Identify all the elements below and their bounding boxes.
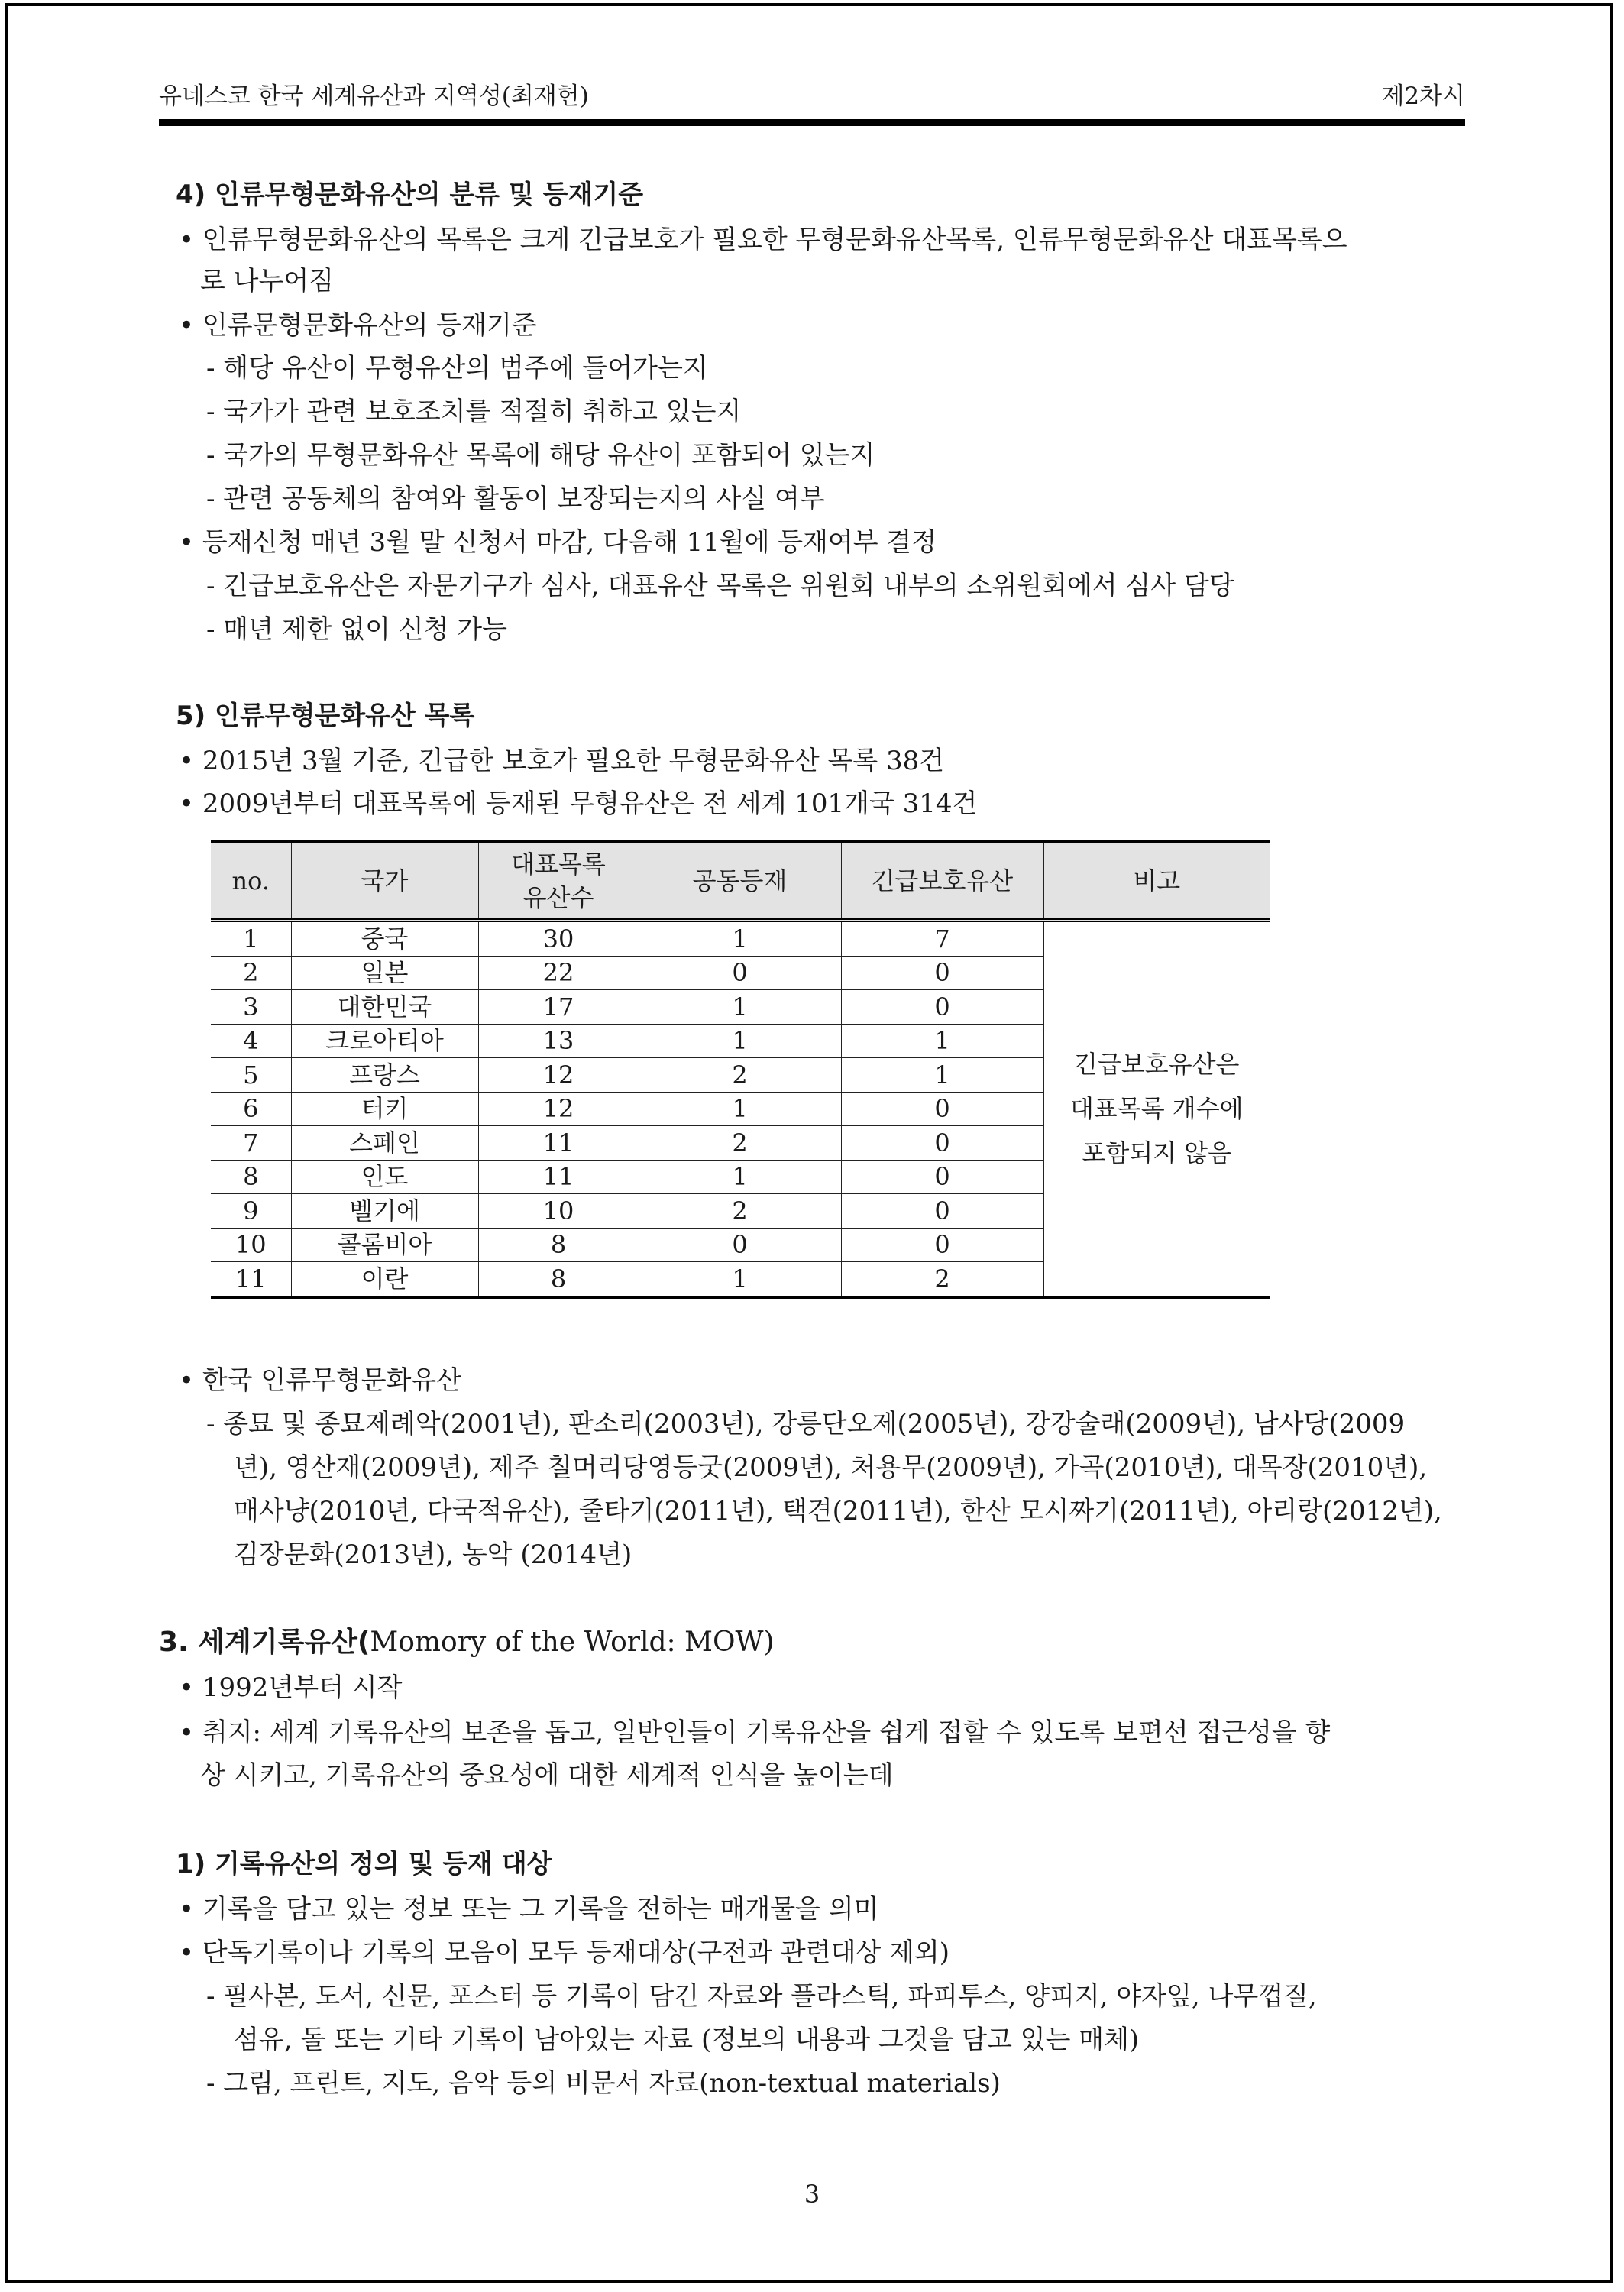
cell-urgent: 2 — [841, 1262, 1043, 1297]
col-header-rep-count — [478, 842, 639, 921]
header-session: 제2차시 — [1381, 83, 1465, 110]
cell-country: 콜롬비아 — [291, 1228, 478, 1262]
table-header-row — [211, 842, 1270, 921]
col-header-urgent: 긴급보호유산 — [841, 842, 1043, 921]
cell-joint: 2 — [639, 1058, 841, 1093]
header-title: 유네스코 한국 세계유산과 지역성(최재헌) — [159, 83, 589, 110]
cell-no: 1 — [211, 921, 291, 957]
cell-urgent: 0 — [841, 1228, 1043, 1262]
cell-country: 중국 — [291, 921, 478, 957]
cell-country: 터키 — [291, 1092, 478, 1126]
cell-joint: 1 — [639, 990, 841, 1025]
page-header — [159, 76, 1465, 122]
cell-rep: 30 — [478, 921, 639, 957]
cell-urgent: 7 — [841, 921, 1043, 957]
criterion-2: - 국가가 관련 보호조치를 적절히 취하고 있는지 — [206, 397, 742, 427]
cell-joint: 1 — [639, 1024, 841, 1058]
korea-list-line-4: 김장문화(2013년), 농악 (2014년) — [234, 1539, 632, 1570]
cell-urgent: 1 — [841, 1024, 1043, 1058]
section-4-bullet-1-line-1: • 인류무형문화유산의 목록은 크게 긴급보호가 필요한 무형문화유산목록, 인류무형문화유산 대표목록으 — [179, 225, 1347, 255]
section-3-bullet-2-line-2: 상 시키고, 기록유산의 중요성에 대한 세계적 인식을 높이는데 — [200, 1760, 894, 1791]
cell-no: 6 — [211, 1092, 291, 1126]
section-3-1-detail-2: - 그림, 프린트, 지도, 음악 등의 비문서 자료(non-textual materials) — [206, 2068, 1001, 2099]
cell-country: 프랑스 — [291, 1058, 478, 1093]
cell-rep: 8 — [478, 1228, 639, 1262]
cell-country: 대한민국 — [291, 990, 478, 1025]
cell-no: 5 — [211, 1058, 291, 1093]
cell-rep: 13 — [478, 1024, 639, 1058]
cell-joint: 2 — [639, 1194, 841, 1229]
header-rule — [159, 119, 1465, 126]
col-header-note: 비고 — [1043, 842, 1270, 921]
cell-no: 11 — [211, 1262, 291, 1297]
section-5-heading: 5) 인류무형문화유산 목록 — [176, 701, 475, 731]
section-4-bullet-1-line-2: 로 나누어짐 — [200, 266, 335, 296]
section-3-heading-bold: 3. 세계기록유산( — [159, 1627, 370, 1658]
cell-urgent: 0 — [841, 1160, 1043, 1194]
cell-no: 4 — [211, 1024, 291, 1058]
remark-line-2: 대표목록 개수에 — [1069, 1094, 1244, 1124]
col-header-country: 국가 — [291, 842, 478, 921]
cell-joint: 1 — [639, 1262, 841, 1297]
section-5-bullet-2: • 2009년부터 대표목록에 등재된 무형유산은 전 세계 101개국 314건 — [179, 788, 978, 819]
korea-list-line-2: 년), 영산재(2009년), 제주 칠머리당영등굿(2009년), 처용무(2009년), 가곡(2010년), 대목장(2010년), — [234, 1452, 1428, 1483]
section-3-1-detail-1-line-2: 섬유, 돌 또는 기타 기록이 남아있는 자료 (정보의 내용과 그것을 담고 있는 매체) — [234, 2025, 1140, 2055]
cell-joint: 0 — [639, 956, 841, 990]
cell-urgent: 0 — [841, 956, 1043, 990]
criterion-4: - 관련 공동체의 참여와 활동이 보장되는지의 사실 여부 — [206, 484, 825, 514]
cell-joint: 2 — [639, 1126, 841, 1161]
col-header-rep-line-2: 유산수 — [522, 883, 594, 912]
korea-list-line-3: 매사냥(2010년, 다국적유산), 줄타기(2011년), 택견(2011년), 한산 모시짜기(2011년), 아리랑(2012년), — [234, 1496, 1442, 1526]
cell-rep: 10 — [478, 1194, 639, 1229]
section-3-1-heading: 1) 기록유산의 정의 및 등재 대상 — [176, 1849, 552, 1879]
cell-no: 7 — [211, 1126, 291, 1161]
section-3-heading — [159, 1626, 775, 1659]
section-3-bullet-1: • 1992년부터 시작 — [179, 1672, 403, 1703]
cell-urgent: 0 — [841, 990, 1043, 1025]
cell-country: 일본 — [291, 956, 478, 990]
remark-line-3: 포함되지 않음 — [1082, 1138, 1232, 1168]
criterion-1: - 해당 유산이 무형유산의 범주에 들어가는지 — [206, 353, 708, 384]
cell-rep: 12 — [478, 1092, 639, 1126]
col-header-joint: 공동등재 — [639, 842, 841, 921]
table-row — [211, 921, 1270, 957]
cell-joint: 1 — [639, 921, 841, 957]
korea-list-line-1: - 종묘 및 종묘제례악(2001년), 판소리(2003년), 강릉단오제(2005년), 강강술래(2009년), 남사당(2009 — [206, 1409, 1406, 1439]
section-4-heading: 4) 인류무형문화유산의 분류 및 등재기준 — [176, 180, 644, 210]
section-3-bullet-2-line-1: • 취지: 세계 기록유산의 보존을 돕고, 일반인들이 기록유산을 쉽게 접할 수 있도록 보편선 접근성을 향 — [179, 1717, 1331, 1748]
cell-urgent: 0 — [841, 1126, 1043, 1161]
section-4-bullet-2: • 인류문형문화유산의 등재기준 — [179, 310, 537, 341]
cell-rep: 11 — [478, 1126, 639, 1161]
cell-rep: 17 — [478, 990, 639, 1025]
cell-country: 벨기에 — [291, 1194, 478, 1229]
cell-country: 스페인 — [291, 1126, 478, 1161]
cell-rep: 11 — [478, 1160, 639, 1194]
cell-no: 9 — [211, 1194, 291, 1229]
cell-urgent: 1 — [841, 1058, 1043, 1093]
cell-urgent: 0 — [841, 1092, 1043, 1126]
cell-no: 2 — [211, 956, 291, 990]
korea-bullet: • 한국 인류무형문화유산 — [179, 1365, 462, 1396]
col-header-no: no. — [211, 842, 291, 921]
cell-joint: 0 — [639, 1228, 841, 1262]
page-number: 3 — [804, 2180, 820, 2209]
section-3-1-bullet-2: • 단독기록이나 기록의 모음이 모두 등재대상(구전과 관련대상 제외) — [179, 1938, 950, 1968]
cell-rep: 8 — [478, 1262, 639, 1297]
section-3-heading-rest: Momory of the World: MOW) — [370, 1627, 775, 1658]
cell-country: 크로아티아 — [291, 1024, 478, 1058]
section-5-bullet-1: • 2015년 3월 기준, 긴급한 보호가 필요한 무형문화유산 목록 38건 — [179, 746, 945, 776]
cell-no: 8 — [211, 1160, 291, 1194]
criterion-3: - 국가의 무형문화유산 목록에 해당 유산이 포함되어 있는지 — [206, 440, 875, 471]
cell-urgent: 0 — [841, 1194, 1043, 1229]
cell-rep: 12 — [478, 1058, 639, 1093]
section-3-1-detail-1-line-1: - 필사본, 도서, 신문, 포스터 등 기록이 담긴 자료와 플라스틱, 파피투스, 양피지, 야자잎, 나무껍질, — [206, 1981, 1317, 2012]
section-4-bullet-3: • 등재신청 매년 3월 말 신청서 마감, 다음해 11월에 등재여부 결정 — [179, 527, 937, 558]
cell-joint: 1 — [639, 1160, 841, 1194]
section-4-detail-6: - 매년 제한 없이 신청 가능 — [206, 614, 507, 645]
col-header-rep-line-1: 대표목록 — [511, 850, 606, 879]
heritage-table — [211, 840, 1270, 1299]
section-4-detail-5: - 긴급보호유산은 자문기구가 심사, 대표유산 목록은 위원회 내부의 소위원회에서 심사 담당 — [206, 571, 1234, 601]
cell-no: 10 — [211, 1228, 291, 1262]
remark-line-1: 긴급보호유산은 — [1074, 1050, 1240, 1080]
cell-joint: 1 — [639, 1092, 841, 1126]
cell-country: 이란 — [291, 1262, 478, 1297]
section-3-1-bullet-1: • 기록을 담고 있는 정보 또는 그 기록을 전하는 매개물을 의미 — [179, 1894, 879, 1925]
cell-no: 3 — [211, 990, 291, 1025]
cell-rep: 22 — [478, 956, 639, 990]
cell-country: 인도 — [291, 1160, 478, 1194]
cell-remark — [1043, 921, 1270, 1297]
